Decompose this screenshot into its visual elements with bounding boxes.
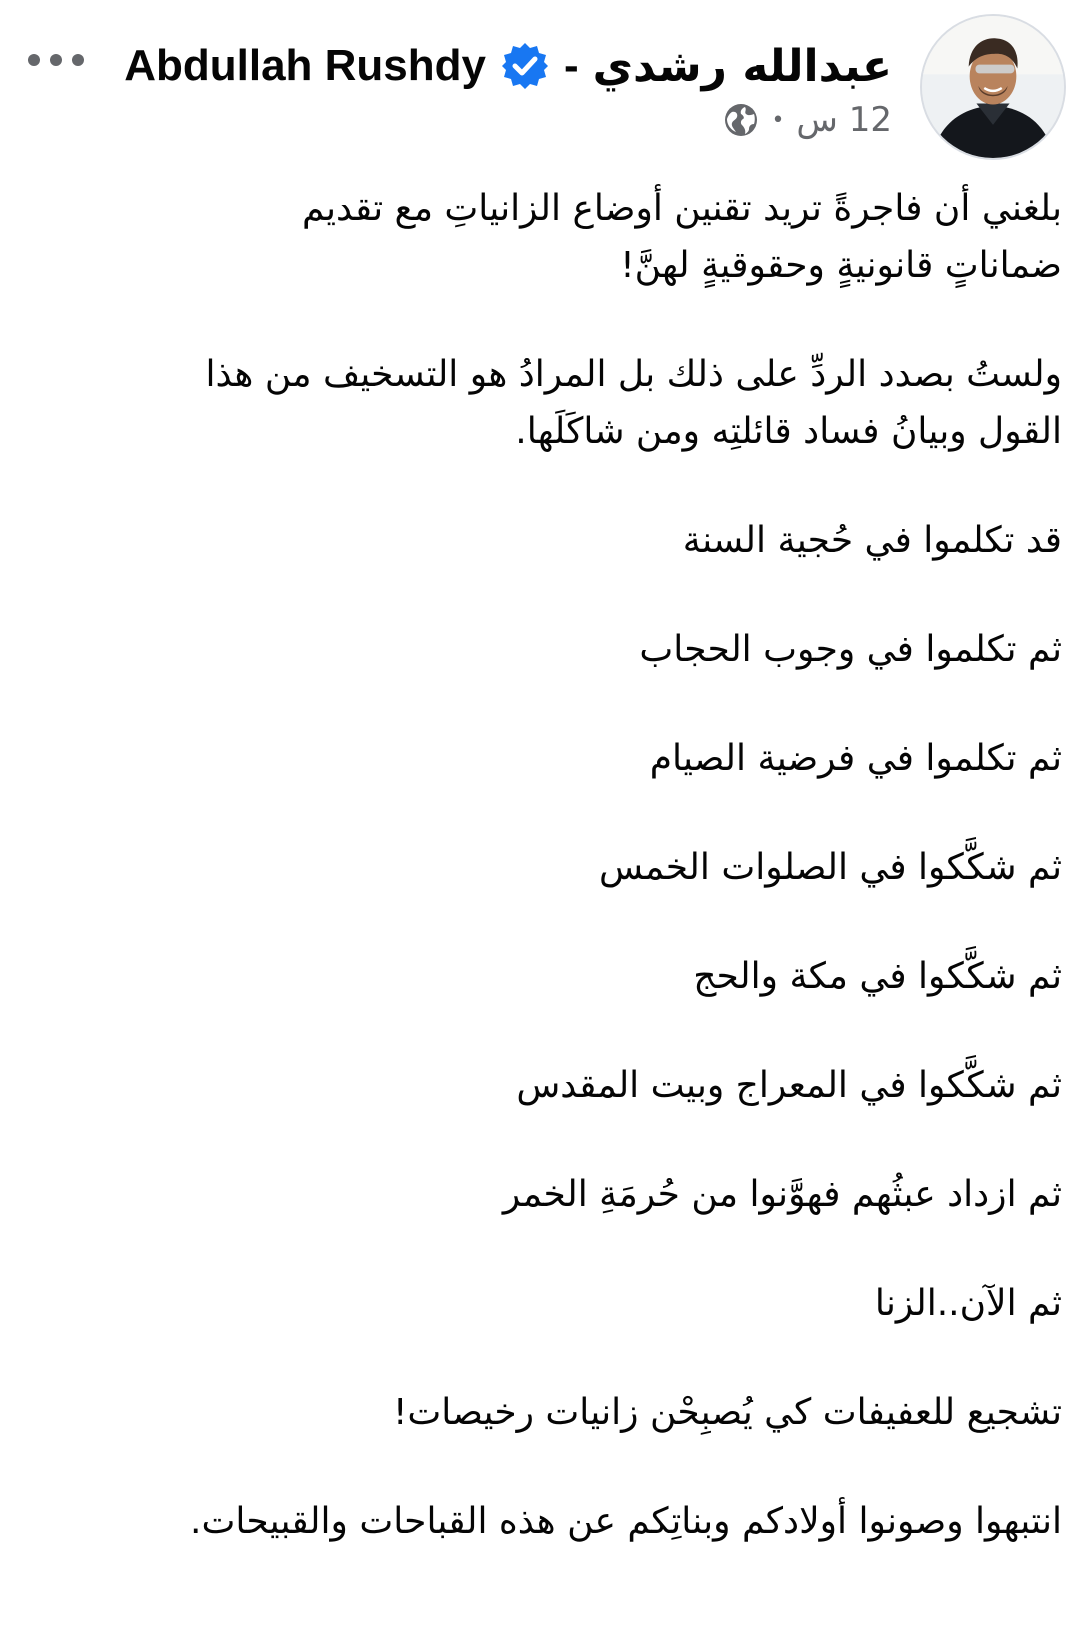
post-timestamp[interactable]: 12 س [796,100,892,140]
author-name-separator: - [564,41,579,90]
post-paragraph: قد تكلموا في حُجية السنة [682,520,1062,561]
post-header [0,0,1080,170]
verified-badge-icon [500,41,550,91]
post-paragraph: بلغني أن فاجرةً تريد تقنين أوضاع الزانياتِ مع تقديم ضماناتٍ قانونيةٍ وحقوقيةٍ لهنَّ! [301,188,1062,286]
post-paragraph: ثم شكَّكوا في الصلوات الخمس [598,847,1062,888]
post-paragraph: ثم شكَّكوا في المعراج وبيت المقدس [516,1065,1062,1106]
post-paragraph: ثم الآن..الزنا [874,1283,1062,1324]
post-paragraph: تشجيع للعفيفات كي يُصبِحْن زانيات رخيصات! [392,1392,1062,1433]
post-paragraph: ثم تكلموا في وجوب الحجاب [639,629,1062,670]
author-name-row[interactable] [124,34,892,98]
author-avatar[interactable] [920,14,1066,160]
post-paragraph: ولستُ بصدد الردِّ على ذلك بل المرادُ هو التسخيف من هذا القول وبيانُ فساد قائلتِه ومن شاكَلَها. [205,354,1062,452]
post-meta-row [723,96,892,144]
post-paragraph: ثم تكلموا في فرضية الصيام [649,738,1062,779]
post-paragraph: ثم ازداد عبثُهم فهوَّنوا من حُرمَةِ الخمر [502,1174,1062,1215]
author-name-english[interactable]: Abdullah Rushdy [124,41,486,90]
more-options-icon[interactable] [26,50,86,70]
avatar-photo-icon [922,16,1064,158]
post-body [22,180,1062,1550]
post-paragraph: انتبهوا وصونوا أولادكم وبناتِكم عن هذه القباحات والقبيحات. [190,1501,1062,1542]
meta-separator-dot: • [771,107,785,133]
author-name-arabic[interactable]: عبدالله رشدي [592,40,892,92]
post-paragraph: ثم شكَّكوا في مكة والحج [693,956,1062,997]
globe-icon[interactable] [723,102,759,138]
